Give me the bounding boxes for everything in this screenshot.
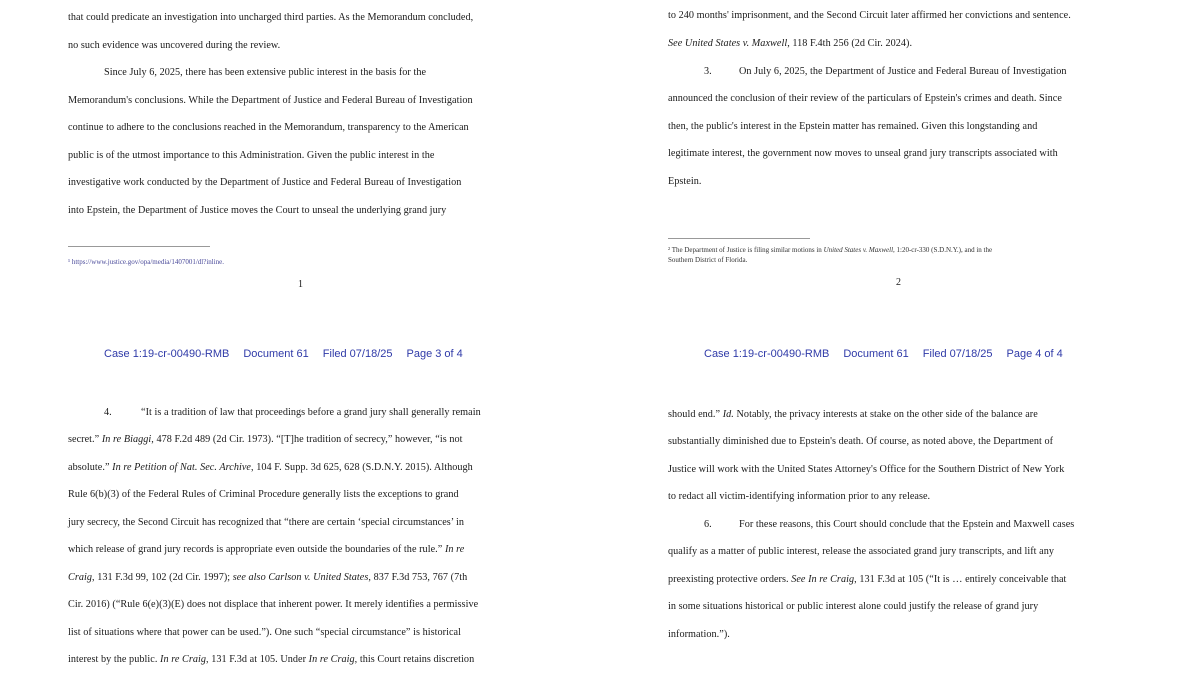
text-line: information.”). [668, 629, 730, 640]
paragraph-number: 4. [104, 407, 112, 418]
citation: , 118 F.4th 256 (2d Cir. 2024). [787, 38, 913, 49]
filed-date: Filed 07/18/25 [922, 348, 993, 360]
page-1-bottom [0, 0, 600, 337]
text: , 131 F.3d at 105. Under [206, 654, 307, 665]
page-indicator: Page 4 of 4 [1006, 348, 1063, 360]
text-line: list of situations where that power can be used.”). One such “special circumstance” is historical [68, 627, 461, 638]
text-line: jury secrecy, the Second Circuit has recognized that “there are certain ‘special circumstances’ in [68, 517, 465, 528]
text-line: no such evidence was uncovered during the review. [68, 40, 281, 51]
text-line [68, 653, 474, 667]
text: Notably, the privacy interests at stake on the other side of the balance are [736, 409, 1038, 420]
text-line: into Epstein, the Department of Justice moves the Court to unseal the underlying grand jury [68, 205, 447, 216]
footnote-2-cont: Southern District of Florida. [668, 256, 748, 264]
text: which release of grand jury records is appropriate even outside the boundaries of the rule.” [68, 544, 443, 555]
paragraph-number: 6. [704, 519, 712, 530]
text: interest by the public. [68, 654, 158, 665]
text-line: On July 6, 2025, the Department of Justice and Federal Bureau of Investigation [739, 66, 1067, 77]
text-line: announced the conclusion of their review of the particulars of Epstein's crimes and death. Since [668, 93, 1062, 104]
document-number: Document 61 [243, 348, 309, 360]
text-line: public is of the utmost importance to this Administration. Given the public interest in the [68, 150, 435, 161]
text-line: that could predicate an investigation into uncharged third parties. As the Memorandum concluded, [68, 12, 474, 23]
text: , 837 F.3d 753, 767 (7th [368, 572, 468, 583]
case-name: see also Carlson v. United States [232, 572, 369, 583]
page-number: 2 [896, 277, 901, 288]
footnote-separator [668, 238, 810, 239]
text-line: For these reasons, this Court should conclude that the Epstein and Maxwell cases [739, 519, 1075, 530]
footnote-case: United States v. Maxwell [823, 246, 894, 254]
text-line [68, 433, 462, 447]
text-line [668, 573, 1066, 587]
text: , 131 F.3d 99, 102 (2d Cir. 1997); [92, 572, 231, 583]
case-name: Craig [68, 572, 93, 583]
footnote-separator [68, 246, 210, 247]
text-line [668, 408, 1038, 422]
text-line: qualify as a matter of public interest, release the associated grand jury transcripts, and lift any [668, 546, 1054, 557]
page-3-top [0, 337, 600, 674]
paragraph-number: 3. [704, 66, 712, 77]
text: , 104 F. Supp. 3d 625, 628 (S.D.N.Y. 2015). Although [251, 462, 473, 473]
text-line: Since July 6, 2025, there has been extensive public interest in the basis for the [104, 67, 427, 78]
text-line: in some situations historical or public interest alone could justify the release of grand jury [668, 601, 1039, 612]
text: secret.” [68, 434, 100, 445]
text-line: to 240 months' imprisonment, and the Second Circuit later affirmed her convictions and sentence. [668, 10, 1071, 21]
text-line: “It is a tradition of law that proceedings before a grand jury shall generally remain [141, 407, 481, 418]
text: preexisting protective orders. [668, 574, 789, 585]
text-line: Cir. 2016) (“Rule 6(e)(3)(E) does not displace that inherent power. It merely identifies a permissive [68, 599, 479, 610]
footnote-text: , 1:20-cr-330 (S.D.N.Y.), and in the [893, 246, 993, 254]
case-name: In re Biaggi [101, 434, 152, 445]
case-name: United States v. Maxwell [684, 38, 788, 49]
text-line [68, 461, 473, 475]
text-line: to redact all victim-identifying information prior to any release. [668, 491, 931, 502]
text-line: legitimate interest, the government now moves to unseal grand jury transcripts associated with [668, 148, 1058, 159]
page-number: 1 [298, 279, 303, 290]
case-name: In re Petition of Nat. Sec. Archive [112, 462, 252, 473]
footnote-2 [668, 246, 992, 255]
case-name: Id. [722, 409, 734, 420]
case-number: Case 1:19-cr-00490-RMB [104, 348, 230, 360]
case-name: In re [444, 544, 465, 555]
footnote-1: ¹ https://www.justice.gov/opa/media/1407001/dl?inline. [68, 258, 225, 266]
see-signal: See [668, 38, 683, 49]
page-2-bottom [600, 0, 1200, 337]
text-line [68, 543, 464, 557]
text: , this Court retains discretion [354, 654, 475, 665]
text-line: then, the public's interest in the Epstein matter has remained. Given this longstanding and [668, 121, 1038, 132]
case-number: Case 1:19-cr-00490-RMB [704, 348, 830, 360]
page-4-top [600, 337, 1200, 674]
text-line: investigative work conducted by the Department of Justice and Federal Bureau of Investigation [68, 177, 462, 188]
text-line: Justice will work with the United States Attorney's Office for the Southern District of New York [668, 464, 1065, 475]
filed-date: Filed 07/18/25 [322, 348, 393, 360]
case-name: See In re Craig [791, 574, 855, 585]
text-line: substantially diminished due to Epstein's death. Of course, as noted above, the Department of [668, 436, 1054, 447]
text: absolute.” [68, 462, 110, 473]
case-name: In re Craig [160, 654, 207, 665]
footnote-text: ² The Department of Justice is filing similar motions in [668, 246, 822, 254]
text: should end.” [668, 409, 721, 420]
case-name: In re Craig [308, 654, 355, 665]
text: , 478 F.2d 489 (2d Cir. 1973). “[T]he tradition of secrecy,” however, “is not [151, 434, 463, 445]
document-number: Document 61 [843, 348, 909, 360]
text: , 131 F.3d at 105 (“It is … entirely conceivable that [854, 574, 1067, 585]
text-line: Memorandum's conclusions. While the Department of Justice and Federal Bureau of Investigation [68, 95, 473, 106]
page-indicator: Page 3 of 4 [406, 348, 463, 360]
text-line [668, 37, 912, 51]
text-line: Epstein. [668, 176, 702, 187]
text-line [68, 571, 467, 585]
text-line: Rule 6(b)(3) of the Federal Rules of Criminal Procedure generally lists the exceptions to grand [68, 489, 459, 500]
text-line: continue to adhere to the conclusions reached in the Memorandum, transparency to the American [68, 122, 469, 133]
